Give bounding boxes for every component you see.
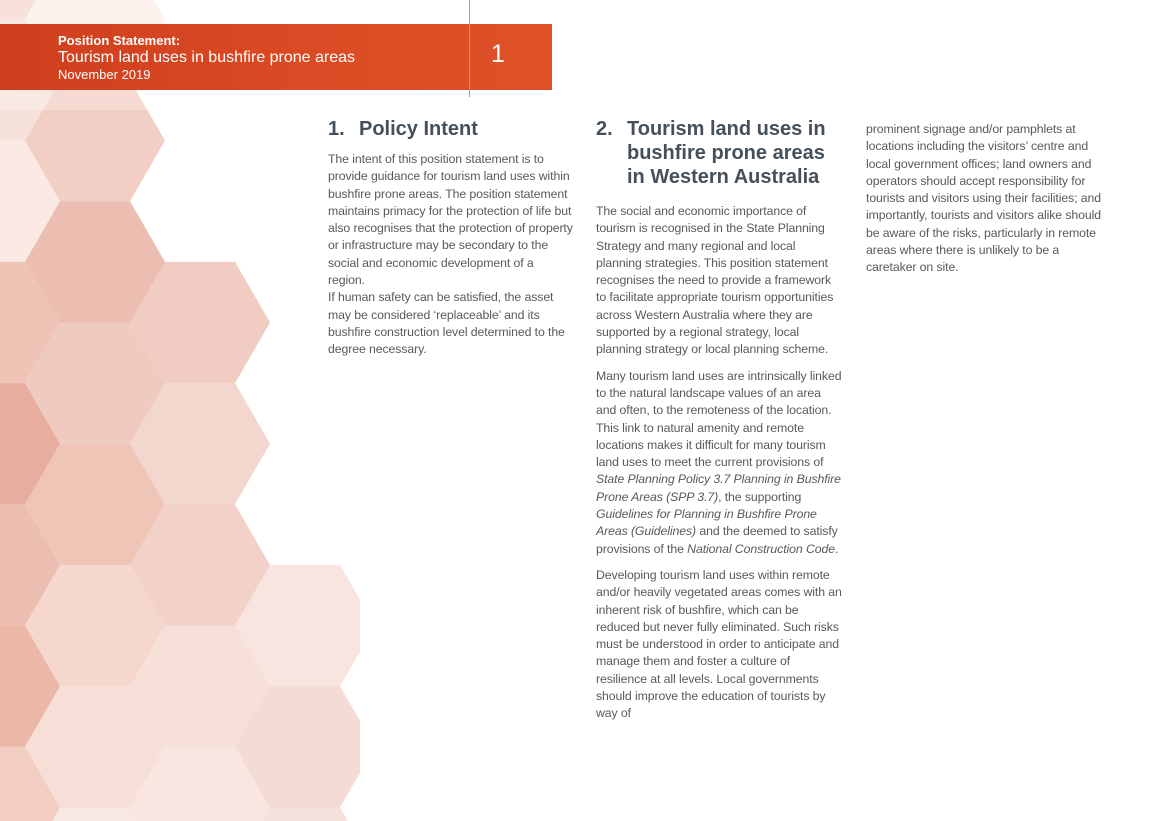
section-2-heading xyxy=(596,117,844,189)
section-2-paragraph-1: The social and economic importance of tourism is recognised in the State Planning Strategy and many regional and local planning strategies. This position statement recognises the need to provide a framework to facilitate appropriate tourism opportunities across Western Australia where they are supported by a regional strategy, local planning strategy or local planning scheme. xyxy=(596,204,834,357)
column-2 xyxy=(596,117,844,732)
construction-code-reference: National Construction Code xyxy=(687,541,835,556)
section-1-title: Policy Intent xyxy=(359,118,478,140)
column-1 xyxy=(328,117,573,368)
paragraph-2-text-b: , the supporting xyxy=(718,489,802,504)
spp-reference: State Planning Policy 3.7 Planning in Bushfire Prone Areas (SPP 3.7) xyxy=(596,472,841,504)
paragraph-2-text-d: . xyxy=(834,541,839,556)
section-2-number: 2. xyxy=(596,118,613,140)
section-1-paragraph-2: If human safety can be satisfied, the asset may be considered ‘replaceable’ and its bushfire construction level determined to the degree necessary. xyxy=(328,290,565,357)
section-2-title: Tourism land uses in bushfire prone areas in Western Australia xyxy=(627,118,826,188)
vertical-divider-line xyxy=(469,0,470,97)
section-1-paragraph-1: The intent of this position statement is to provide guidance for tourism land uses within bushfire prone areas. The position statement maintains primacy for the protection of life but also recognises that the protection of property or infrastructure may be secondary to the social and economic development of a region. xyxy=(328,152,573,288)
page-number: 1 xyxy=(491,40,505,68)
section-1-heading xyxy=(328,117,573,141)
header-text-block xyxy=(58,33,355,82)
header-kicker: Position Statement: xyxy=(58,33,181,48)
document-title: Tourism land uses in bushfire prone areas xyxy=(58,49,356,66)
document-date: November 2019 xyxy=(58,67,151,82)
paragraph-2-text-c: and the deemed to satisfy provisions of the xyxy=(596,524,838,556)
hexagon-pattern-background xyxy=(0,0,360,821)
section-2-paragraph-3: Developing tourism land uses within remote and/or heavily vegetated areas comes with an inherent risk of bushfire, which can be reduced but never fully eliminated. Such risks must be understood in order to anticipate and manage them and foster a culture of resilience at all levels. Local governments should improve the education of tourists by way of xyxy=(596,567,842,721)
section-2-paragraph-3-continued: prominent signage and/or pamphlets at locations including the visitors’ centre and local government offices; land owners and operators should accept responsibility for tourists and visitors using their facilities; and importantly, tourists and visitors alike should be aware of the risks, particularly in remote areas where there is unlikely to be a caretaker on site. xyxy=(866,122,1101,275)
column-3 xyxy=(866,121,1106,286)
section-1-number: 1. xyxy=(328,118,345,140)
guidelines-reference: Guidelines for Planning in Bushfire Prone Areas (Guidelines) xyxy=(596,507,817,539)
paragraph-2-text-a: Many tourism land uses are intrinsically linked to the natural landscape values of an area and often, to the remoteness of the location. This link to natural amenity and remote locations makes it difficult for many tourism land uses to meet the current provisions of xyxy=(596,368,842,470)
section-2-paragraph-2 xyxy=(596,368,844,558)
